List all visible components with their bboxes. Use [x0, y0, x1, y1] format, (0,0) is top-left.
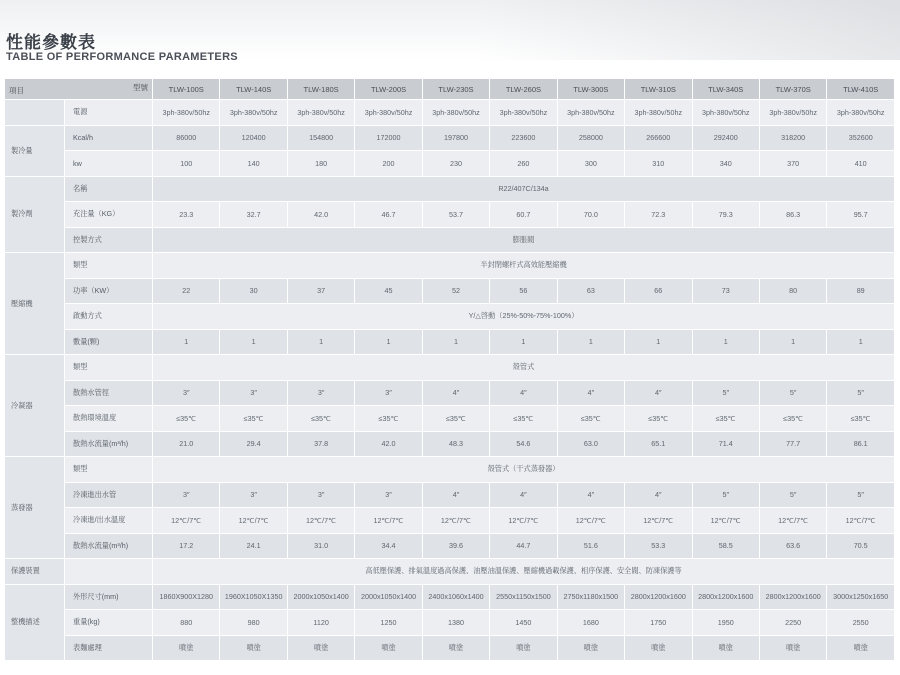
- table-row: [5, 304, 895, 330]
- parameter-label: 名稱: [65, 177, 153, 203]
- table-cell: ≤35℃: [153, 406, 220, 432]
- table-row: [5, 483, 895, 509]
- table-cell: 2250: [760, 610, 827, 636]
- table-cell: 1960X1050X1350: [220, 585, 287, 611]
- table-row: [5, 253, 895, 279]
- table-cell: 2800x1200x1600: [625, 585, 692, 611]
- table-cell: 95.7: [827, 202, 895, 228]
- table-cell: 1: [220, 330, 287, 356]
- table-row: [5, 330, 895, 356]
- table-cell: 86.3: [760, 202, 827, 228]
- table-cell: ≤35℃: [827, 406, 895, 432]
- table-cell: 5″: [693, 381, 760, 407]
- category-cell: 製冷劑: [5, 177, 65, 254]
- table-cell: 1: [490, 330, 557, 356]
- merged-value-cell: 殼管式（干式蒸發器）: [153, 457, 895, 483]
- table-cell: 56: [490, 279, 557, 305]
- parameter-label: Kcal/h: [65, 126, 153, 152]
- table-cell: 噴塗: [625, 636, 692, 662]
- table-cell: 2550x1150x1500: [490, 585, 557, 611]
- table-cell: 45: [355, 279, 422, 305]
- table-cell: 100: [153, 151, 220, 177]
- table-cell: 1: [423, 330, 490, 356]
- table-cell: 223600: [490, 126, 557, 152]
- table-cell: 200: [355, 151, 422, 177]
- table-cell: 71.4: [693, 432, 760, 458]
- page-title: 性能參數表: [6, 33, 96, 53]
- table-cell: 1: [355, 330, 422, 356]
- table-cell: 73: [693, 279, 760, 305]
- table-cell: 52: [423, 279, 490, 305]
- table-row: [5, 457, 895, 483]
- table-row: [5, 432, 895, 458]
- table-cell: 噴塗: [693, 636, 760, 662]
- merged-value-cell: R22/407C/134a: [153, 177, 895, 203]
- table-cell: 1860X900X1280: [153, 585, 220, 611]
- table-cell: 噴塗: [153, 636, 220, 662]
- table-cell: 34.4: [355, 534, 422, 560]
- table-cell: 3ph-380v/50hz: [760, 100, 827, 126]
- table-cell: 3″: [220, 483, 287, 509]
- table-row: [5, 534, 895, 560]
- table-cell: 2000x1050x1400: [288, 585, 355, 611]
- table-cell: ≤35℃: [693, 406, 760, 432]
- table-cell: 86.1: [827, 432, 895, 458]
- table-cell: 3ph-380v/50hz: [827, 100, 895, 126]
- table-cell: 32.7: [220, 202, 287, 228]
- model-header: TLW-100S: [153, 79, 220, 100]
- table-cell: 噴塗: [490, 636, 557, 662]
- parameter-label: 功率（KW）: [65, 279, 153, 305]
- page-subtitle: TABLE OF PERFORMANCE PARAMETERS: [6, 51, 238, 63]
- table-cell: 63.0: [558, 432, 625, 458]
- merged-value-cell: 膨脹閥: [153, 228, 895, 254]
- table-cell: 2800x1200x1600: [760, 585, 827, 611]
- merged-value-cell: Y/△啓動（25%-50%-75%-100%）: [153, 304, 895, 330]
- table-cell: 63.6: [760, 534, 827, 560]
- table-cell: 2000x1050x1400: [355, 585, 422, 611]
- table-cell: 4″: [423, 483, 490, 509]
- table-cell: 3ph-380v/50hz: [693, 100, 760, 126]
- table-cell: 4″: [423, 381, 490, 407]
- table-cell: 258000: [558, 126, 625, 152]
- table-row: [5, 381, 895, 407]
- model-header: TLW-230S: [423, 79, 490, 100]
- category-cell: 冷凝器: [5, 355, 65, 457]
- table-cell: 48.3: [423, 432, 490, 458]
- table-cell: 292400: [693, 126, 760, 152]
- table-cell: 12℃/7℃: [153, 508, 220, 534]
- table-cell: ≤35℃: [355, 406, 422, 432]
- table-cell: 1: [827, 330, 895, 356]
- table-cell: 37.8: [288, 432, 355, 458]
- table-cell: 12℃/7℃: [625, 508, 692, 534]
- table-cell: 12℃/7℃: [827, 508, 895, 534]
- table-cell: 噴塗: [355, 636, 422, 662]
- table-cell: 70.0: [558, 202, 625, 228]
- table-row: [5, 508, 895, 534]
- table-cell: ≤35℃: [220, 406, 287, 432]
- table-row: [5, 636, 895, 662]
- table-cell: 4″: [625, 483, 692, 509]
- parameter-label: 散熱水流量(m³/h): [65, 432, 153, 458]
- table-cell: 3″: [153, 483, 220, 509]
- table-cell: 噴塗: [220, 636, 287, 662]
- model-header: TLW-310S: [625, 79, 692, 100]
- table-cell: 4″: [558, 483, 625, 509]
- category-cell: 製冷量: [5, 126, 65, 177]
- table-cell: 17.2: [153, 534, 220, 560]
- model-header: TLW-300S: [558, 79, 625, 100]
- table-cell: 24.1: [220, 534, 287, 560]
- table-cell: ≤35℃: [423, 406, 490, 432]
- table-cell: 3ph-380v/50hz: [625, 100, 692, 126]
- parameter-label: 控製方式: [65, 228, 153, 254]
- table-cell: 3ph-380v/50hz: [288, 100, 355, 126]
- corner-model-label: 型號: [133, 83, 149, 92]
- table-cell: 340: [693, 151, 760, 177]
- table-cell: 噴塗: [423, 636, 490, 662]
- table-cell: 1680: [558, 610, 625, 636]
- table-cell: 31.0: [288, 534, 355, 560]
- table-cell: 172000: [355, 126, 422, 152]
- table-cell: 140: [220, 151, 287, 177]
- table-cell: 3″: [288, 381, 355, 407]
- table-cell: 3ph-380v/50hz: [490, 100, 557, 126]
- table-corner-cell: [5, 79, 153, 100]
- table-cell: ≤35℃: [288, 406, 355, 432]
- model-header: TLW-370S: [760, 79, 827, 100]
- table-cell: 12℃/7℃: [693, 508, 760, 534]
- table-cell: 266600: [625, 126, 692, 152]
- parameter-label: 散熱水流量(m³/h): [65, 534, 153, 560]
- table-cell: 5″: [760, 381, 827, 407]
- table-cell: 86000: [153, 126, 220, 152]
- table-cell: 980: [220, 610, 287, 636]
- table-cell: 54.6: [490, 432, 557, 458]
- table-cell: 58.5: [693, 534, 760, 560]
- table-cell: 410: [827, 151, 895, 177]
- model-header: TLW-410S: [827, 79, 895, 100]
- parameter-label: 電源: [65, 100, 153, 126]
- table-cell: 72.3: [625, 202, 692, 228]
- table-cell: 66: [625, 279, 692, 305]
- parameter-label: 表麵處理: [65, 636, 153, 662]
- parameter-label: 外形尺寸(mm): [65, 585, 153, 611]
- table-cell: 80: [760, 279, 827, 305]
- table-cell: 29.4: [220, 432, 287, 458]
- table-cell: 12℃/7℃: [760, 508, 827, 534]
- table-cell: 3000x1250x1650: [827, 585, 895, 611]
- table-cell: 89: [827, 279, 895, 305]
- table-cell: 5″: [760, 483, 827, 509]
- parameter-label: 類型: [65, 253, 153, 279]
- table-cell: 3ph-380v/50hz: [220, 100, 287, 126]
- model-header: TLW-180S: [288, 79, 355, 100]
- table-cell: 1250: [355, 610, 422, 636]
- category-cell: 蒸發器: [5, 457, 65, 559]
- category-cell: 保護裝置: [5, 559, 65, 585]
- table-cell: 12℃/7℃: [423, 508, 490, 534]
- table-cell: 260: [490, 151, 557, 177]
- parameter-label: 充注量（KG）: [65, 202, 153, 228]
- table-cell: 3″: [355, 381, 422, 407]
- parameter-label: kw: [65, 151, 153, 177]
- table-cell: 1380: [423, 610, 490, 636]
- table-cell: 5″: [827, 381, 895, 407]
- parameter-label: 冷凍進出水管: [65, 483, 153, 509]
- table-cell: 1750: [625, 610, 692, 636]
- table-cell: 4″: [490, 483, 557, 509]
- table-cell: 5″: [827, 483, 895, 509]
- table-cell: 2800x1200x1600: [693, 585, 760, 611]
- table-cell: 23.3: [153, 202, 220, 228]
- merged-value-cell: 殼管式: [153, 355, 895, 381]
- table-row: [5, 228, 895, 254]
- table-cell: 44.7: [490, 534, 557, 560]
- table-cell: 5″: [693, 483, 760, 509]
- parameter-label: 類型: [65, 457, 153, 483]
- table-cell: 70.5: [827, 534, 895, 560]
- table-cell: 2750x1180x1500: [558, 585, 625, 611]
- parameter-label: 冷凍進/出水溫度: [65, 508, 153, 534]
- parameter-label: [65, 559, 153, 585]
- parameter-label: 啟動方式: [65, 304, 153, 330]
- table-cell: 1120: [288, 610, 355, 636]
- table-cell: 46.7: [355, 202, 422, 228]
- table-cell: ≤35℃: [760, 406, 827, 432]
- table-cell: 352600: [827, 126, 895, 152]
- table-row: [5, 151, 895, 177]
- performance-table: [5, 79, 895, 661]
- table-cell: ≤35℃: [625, 406, 692, 432]
- category-cell: 整機描述: [5, 585, 65, 662]
- table-cell: 1: [153, 330, 220, 356]
- table-cell: 39.6: [423, 534, 490, 560]
- table-row: [5, 585, 895, 611]
- model-header: TLW-260S: [490, 79, 557, 100]
- model-header: TLW-200S: [355, 79, 422, 100]
- table-cell: 60.7: [490, 202, 557, 228]
- table-cell: 65.1: [625, 432, 692, 458]
- table-cell: 1950: [693, 610, 760, 636]
- table-cell: 21.0: [153, 432, 220, 458]
- merged-value-cell: 高低壓保護、排氣溫度過高保護、油壓油溫保護、壓縮機過載保護、相序保護、安全閥、防凍保護等: [153, 559, 895, 585]
- table-cell: 1: [288, 330, 355, 356]
- table-cell: 77.7: [760, 432, 827, 458]
- category-cell: [5, 100, 65, 126]
- table-cell: 噴塗: [760, 636, 827, 662]
- header-shade: [480, 0, 900, 60]
- table-cell: 4″: [490, 381, 557, 407]
- table-row: [5, 126, 895, 152]
- parameter-label: 類型: [65, 355, 153, 381]
- table-cell: 3″: [220, 381, 287, 407]
- table-cell: 噴塗: [827, 636, 895, 662]
- table-cell: 1: [760, 330, 827, 356]
- table-cell: 370: [760, 151, 827, 177]
- table-cell: 3ph-380v/50hz: [153, 100, 220, 126]
- table-cell: 12℃/7℃: [355, 508, 422, 534]
- merged-value-cell: 半封閉螺杆式高效能壓縮機: [153, 253, 895, 279]
- table-cell: 12℃/7℃: [288, 508, 355, 534]
- table-cell: 120400: [220, 126, 287, 152]
- table-cell: 63: [558, 279, 625, 305]
- table-cell: 42.0: [355, 432, 422, 458]
- category-cell: 壓縮機: [5, 253, 65, 355]
- performance-table-body: [5, 79, 895, 661]
- table-row: [5, 202, 895, 228]
- table-row: [5, 279, 895, 305]
- table-cell: 300: [558, 151, 625, 177]
- table-cell: 3″: [153, 381, 220, 407]
- table-cell: 2550: [827, 610, 895, 636]
- model-header: TLW-140S: [220, 79, 287, 100]
- table-cell: 噴塗: [558, 636, 625, 662]
- table-cell: 4″: [625, 381, 692, 407]
- table-cell: 880: [153, 610, 220, 636]
- table-cell: 1: [693, 330, 760, 356]
- table-cell: 噴塗: [288, 636, 355, 662]
- corner-item-label: 項目: [9, 86, 24, 95]
- table-cell: 4″: [558, 381, 625, 407]
- table-cell: 12℃/7℃: [490, 508, 557, 534]
- table-row: [5, 100, 895, 126]
- table-row: [5, 177, 895, 203]
- parameter-label: 數量(顆): [65, 330, 153, 356]
- table-header-row: [5, 79, 895, 100]
- table-cell: ≤35℃: [558, 406, 625, 432]
- table-cell: 3″: [355, 483, 422, 509]
- parameter-label: 散熱水管徑: [65, 381, 153, 407]
- table-cell: 154800: [288, 126, 355, 152]
- table-cell: 22: [153, 279, 220, 305]
- table-cell: 2400x1060x1400: [423, 585, 490, 611]
- table-cell: 30: [220, 279, 287, 305]
- parameter-label: 散熱環境溫度: [65, 406, 153, 432]
- table-cell: 3″: [288, 483, 355, 509]
- table-cell: 1: [625, 330, 692, 356]
- table-cell: 3ph-380v/50hz: [355, 100, 422, 126]
- model-header: TLW-340S: [693, 79, 760, 100]
- table-cell: 1: [558, 330, 625, 356]
- table-cell: 3ph-380v/50hz: [423, 100, 490, 126]
- table-row: [5, 610, 895, 636]
- table-row: [5, 406, 895, 432]
- table-cell: 1450: [490, 610, 557, 636]
- table-cell: 42.0: [288, 202, 355, 228]
- table-cell: 12℃/7℃: [220, 508, 287, 534]
- table-cell: 230: [423, 151, 490, 177]
- table-cell: 79.3: [693, 202, 760, 228]
- table-cell: 37: [288, 279, 355, 305]
- table-cell: 53.3: [625, 534, 692, 560]
- table-cell: 318200: [760, 126, 827, 152]
- table-cell: 51.6: [558, 534, 625, 560]
- table-cell: 197800: [423, 126, 490, 152]
- table-cell: ≤35℃: [490, 406, 557, 432]
- table-row: [5, 559, 895, 585]
- table-row: [5, 355, 895, 381]
- table-cell: 12℃/7℃: [558, 508, 625, 534]
- table-cell: 180: [288, 151, 355, 177]
- table-cell: 3ph-380v/50hz: [558, 100, 625, 126]
- parameter-label: 重量(kg): [65, 610, 153, 636]
- table-cell: 53.7: [423, 202, 490, 228]
- table-cell: 310: [625, 151, 692, 177]
